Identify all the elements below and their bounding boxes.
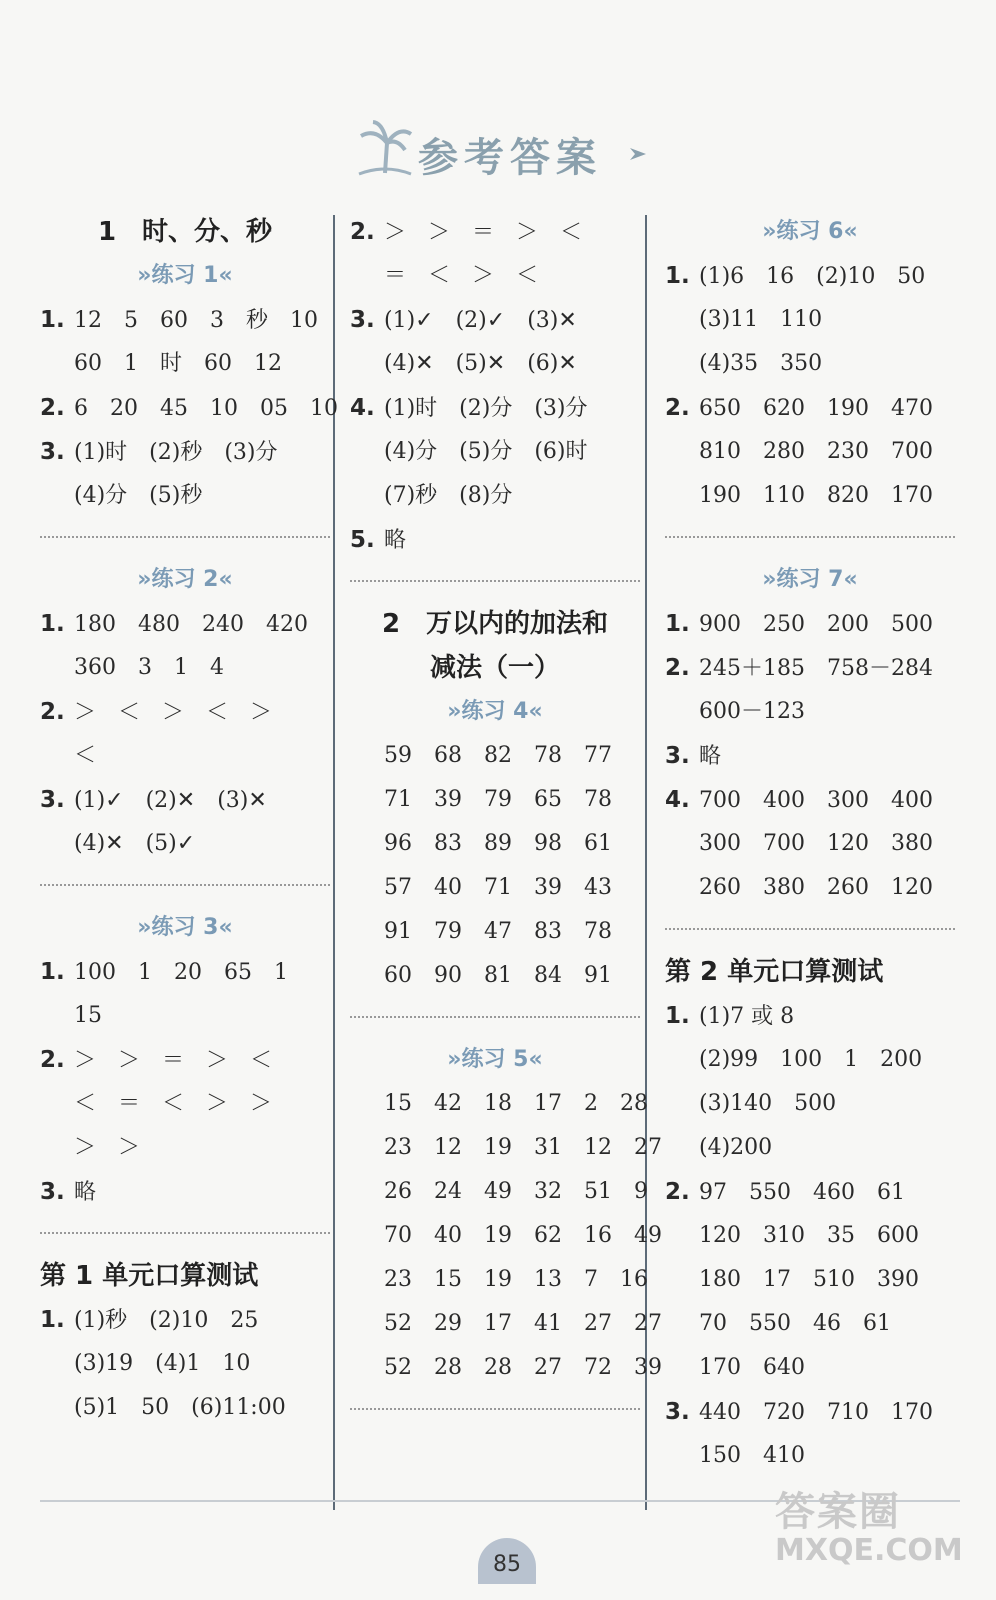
answer-text: 900 250 200 500 (699, 612, 933, 637)
answer-text: 245＋185 758－284 (699, 656, 933, 681)
answer-text: 300 700 120 380 (699, 831, 933, 856)
answer-line (350, 518, 640, 562)
exercise-title: »练习 5« (447, 1047, 543, 1072)
answer-line (350, 778, 640, 822)
exercise-title: »练习 2« (137, 567, 233, 592)
question-number: 3. (350, 307, 375, 333)
answer-text: 57 40 71 39 43 (384, 875, 612, 900)
answer-text: ＞ ＞ ＝ ＞ ＜ (384, 220, 583, 245)
answer-text: 150 410 (699, 1443, 805, 1468)
answer-line (665, 646, 955, 690)
answer-text: 52 28 28 27 72 39 (384, 1355, 662, 1380)
answer-text: (7)秒 (8)分 (384, 483, 513, 508)
exercise-title: »练习 7« (762, 567, 858, 592)
watermark (775, 1480, 963, 1568)
answer-text: (3)19 (4)1 10 (74, 1351, 251, 1376)
answer-text: 15 (74, 1003, 102, 1028)
answer-line (665, 822, 955, 866)
answer-line (40, 950, 330, 994)
answer-text: (3)140 500 (699, 1091, 837, 1116)
dotted-separator (350, 580, 640, 582)
answer-text: (1)7 或 8 (699, 1004, 795, 1029)
answer-line (350, 1126, 662, 1170)
answer-text: 略 (74, 1180, 97, 1205)
answer-line (40, 1082, 330, 1126)
answer-text: 96 83 89 98 61 (384, 831, 612, 856)
answer-text: (4)35 350 (699, 351, 823, 376)
answer-text: (3)11 110 (699, 307, 823, 332)
answer-text: (4)200 (699, 1135, 773, 1160)
answer-line (350, 342, 640, 386)
answer-line (350, 254, 640, 298)
answer-line (665, 254, 955, 298)
answer-text: 59 68 82 78 77 (384, 743, 612, 768)
section-title: 第 2 单元口算测试 (665, 957, 884, 987)
question-number: 2. (665, 395, 690, 421)
answer-line (665, 342, 955, 386)
exercise-block (40, 558, 330, 866)
answer-text: 略 (384, 528, 407, 553)
answer-text: 700 400 300 400 (699, 788, 933, 813)
answer-line (665, 734, 955, 778)
exercise-title: »练习 6« (762, 219, 858, 244)
answer-line (665, 1434, 955, 1478)
question-number: 3. (40, 439, 65, 465)
question-number: 1. (40, 307, 65, 333)
question-number: 3. (40, 1179, 65, 1205)
answer-text: ＞ ＞ (74, 1135, 141, 1160)
answer-line (665, 1082, 955, 1126)
question-number: 1. (665, 263, 690, 289)
answer-line (40, 1298, 330, 1342)
answer-text: (2)99 100 1 200 (699, 1047, 923, 1072)
answer-column-2 (350, 210, 662, 1430)
answer-text: 71 39 79 65 78 (384, 787, 612, 812)
answer-line (665, 1214, 955, 1258)
answer-text: 440 720 710 170 (699, 1400, 933, 1425)
exercise-block (665, 558, 955, 910)
answer-text: 600－123 (699, 699, 805, 724)
question-number: 5. (350, 527, 375, 553)
section-title: 1 时、分、秒 (97, 217, 273, 247)
answer-text: 略 (699, 744, 722, 769)
answer-line (40, 646, 330, 690)
answer-text: 60 1 时 60 12 (74, 351, 282, 376)
answer-text: ＜ (74, 743, 97, 768)
answer-line (665, 690, 955, 734)
answer-text: ＜ ＝ ＜ ＞ ＞ (74, 1091, 273, 1116)
answer-text: 100 1 20 65 1 (74, 960, 288, 985)
answer-line (40, 822, 330, 866)
answer-text: (5)1 50 (6)11:00 (74, 1395, 286, 1420)
answer-line (665, 778, 955, 822)
dotted-separator (665, 928, 955, 930)
dotted-separator (350, 1408, 640, 1410)
exercise-title: »练习 3« (137, 915, 233, 940)
question-number: 4. (350, 395, 375, 421)
answer-text: 26 24 49 32 51 9 (384, 1179, 648, 1204)
answer-line (350, 954, 640, 998)
answer-line (665, 994, 955, 1038)
exercise-block (40, 254, 338, 518)
dotted-separator (350, 1016, 640, 1018)
watermark-text: 答案圈 (775, 1489, 901, 1535)
answer-text: 360 3 1 4 (74, 655, 224, 680)
answer-line (40, 690, 330, 734)
answer-text: (4)分 (5)分 (6)时 (384, 439, 588, 464)
answer-line (40, 1170, 330, 1214)
question-number: 2. (40, 1047, 65, 1073)
answer-text: 180 480 240 420 (74, 612, 308, 637)
answer-line (665, 1126, 955, 1170)
answer-line (40, 1126, 330, 1170)
answer-text: 170 640 (699, 1355, 805, 1380)
question-number: 2. (665, 1179, 690, 1205)
answer-text: 190 110 820 170 (699, 483, 933, 508)
answer-line (40, 342, 330, 386)
answer-text: 260 380 260 120 (699, 875, 933, 900)
answer-line (40, 386, 338, 430)
answer-line (350, 298, 640, 342)
exercise-block (350, 1038, 662, 1390)
answer-line (665, 1390, 955, 1434)
question-number: 3. (665, 743, 690, 769)
answer-line (665, 1302, 955, 1346)
answer-text: 120 310 35 600 (699, 1223, 919, 1248)
question-number: 2. (40, 395, 65, 421)
answer-line (665, 866, 955, 910)
answer-line (350, 1082, 648, 1126)
dotted-separator (40, 884, 330, 886)
dotted-separator (40, 536, 330, 538)
dotted-separator (665, 536, 955, 538)
test-block (665, 950, 955, 1478)
answer-text: 6 20 45 10 05 10 (74, 396, 338, 421)
exercise-title: »练习 4« (447, 699, 543, 724)
answer-line (665, 1038, 955, 1082)
palm-tree-icon (355, 118, 415, 178)
answer-line (350, 1258, 648, 1302)
answer-line (350, 734, 640, 778)
answer-line (350, 210, 640, 254)
question-number: 2. (350, 219, 375, 245)
page-header (0, 118, 996, 188)
answer-text: 650 620 190 470 (699, 396, 933, 421)
test-block (40, 1254, 330, 1430)
question-number: 1. (40, 611, 65, 637)
answer-text: 52 29 17 41 27 27 (384, 1311, 662, 1336)
answer-line (665, 386, 955, 430)
answer-text: 23 12 19 31 12 27 (384, 1135, 662, 1160)
question-number: 3. (40, 787, 65, 813)
answer-text: (4)✕ (5)✓ (74, 831, 196, 856)
watermark-url: MXQE.COM (775, 1533, 963, 1568)
answer-line (350, 1170, 648, 1214)
answer-block (350, 210, 640, 562)
answer-line (40, 602, 330, 646)
exercise-block (40, 906, 330, 1214)
answer-text: (1)时 (2)分 (3)分 (384, 396, 588, 421)
answer-line (665, 1170, 955, 1214)
answer-line (665, 1346, 955, 1390)
answer-text: 70 40 19 62 16 49 (384, 1223, 662, 1248)
answer-line (350, 910, 640, 954)
answer-text: 12 5 60 3 秒 10 (74, 308, 318, 333)
answer-line (40, 1386, 330, 1430)
page-number: 85 (478, 1538, 536, 1584)
answer-text: (4)✕ (5)✕ (6)✕ (384, 351, 577, 376)
answer-line (40, 778, 330, 822)
answer-text: (4)分 (5)秒 (74, 483, 203, 508)
answer-line (350, 474, 640, 518)
question-number: 3. (665, 1399, 690, 1425)
page-title: 参考答案 (418, 135, 602, 181)
answer-text: 15 42 18 17 2 28 (384, 1091, 648, 1116)
answer-column-1 (40, 210, 338, 1430)
answer-text: 810 280 230 700 (699, 439, 933, 464)
answer-text: ＞ ＜ ＞ ＜ ＞ (74, 700, 273, 725)
answer-text: ＝ ＜ ＞ ＜ (384, 263, 539, 288)
exercise-title: »练习 1« (137, 263, 233, 288)
answer-text: (1)✓ (2)✓ (3)✕ (384, 308, 577, 333)
answer-text: ＞ ＞ ＝ ＞ ＜ (74, 1048, 273, 1073)
answer-line (350, 866, 640, 910)
answer-line (350, 1302, 662, 1346)
answer-line (665, 474, 955, 518)
question-number: 1. (40, 1307, 65, 1333)
answer-text: (1)✓ (2)✕ (3)✕ (74, 788, 267, 813)
answer-text: 91 79 47 83 78 (384, 919, 612, 944)
question-number: 1. (665, 611, 690, 637)
answer-line (665, 1258, 955, 1302)
answer-line (665, 430, 955, 474)
exercise-block (350, 690, 640, 998)
answer-line (665, 298, 955, 342)
answer-line (350, 1214, 662, 1258)
section-title-continued: 减法（一） (429, 653, 560, 683)
question-number: 4. (665, 787, 690, 813)
answer-line (40, 994, 330, 1038)
question-number: 2. (40, 699, 65, 725)
answer-line (40, 1342, 330, 1386)
answer-line (40, 734, 330, 778)
answer-line (40, 474, 330, 518)
answer-column-3 (665, 210, 955, 1478)
answer-line (40, 430, 330, 474)
answer-line (350, 386, 640, 430)
answer-text: (1)时 (2)秒 (3)分 (74, 440, 278, 465)
question-number: 1. (665, 1003, 690, 1029)
dotted-separator (40, 1232, 330, 1234)
question-number: 1. (40, 959, 65, 985)
exercise-block (665, 210, 955, 518)
answer-text: 97 550 460 61 (699, 1180, 905, 1205)
answer-text: 70 550 46 61 (699, 1311, 891, 1336)
answer-text: 180 17 510 390 (699, 1267, 919, 1292)
answer-line (350, 1346, 662, 1390)
answer-line (40, 298, 330, 342)
answer-line (350, 822, 640, 866)
answer-line (350, 430, 640, 474)
question-number: 2. (665, 655, 690, 681)
section-title: 2 万以内的加法和 (381, 609, 609, 639)
arrow-icon (628, 146, 648, 162)
answer-line (665, 602, 955, 646)
answer-text: 23 15 19 13 7 16 (384, 1267, 648, 1292)
answer-text: (1)6 16 (2)10 50 (699, 264, 926, 289)
answer-text: 60 90 81 84 91 (384, 963, 612, 988)
section-title: 第 1 单元口算测试 (40, 1261, 259, 1291)
answer-line (40, 1038, 330, 1082)
answer-text: (1)秒 (2)10 25 (74, 1308, 259, 1333)
